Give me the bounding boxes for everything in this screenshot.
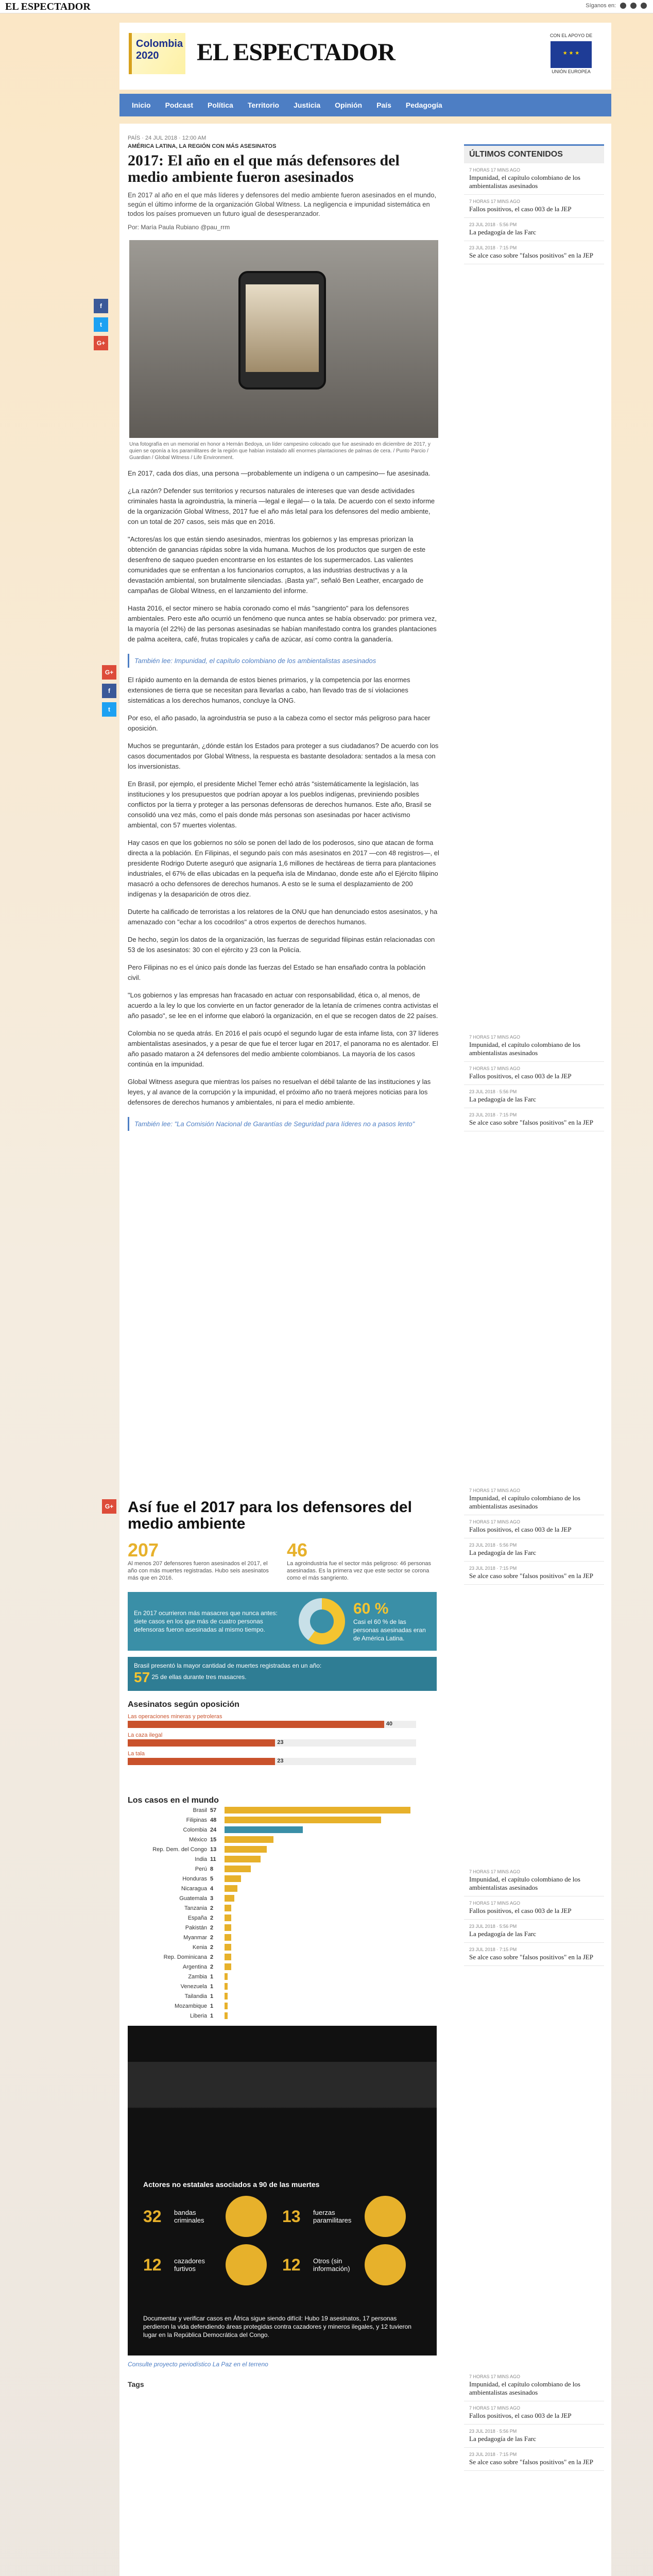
paragraph: "Los gobiernos y las empresas han fracasado en actuar con responsabilidad, ética o, al menos, de acuerdo a la ley lo que los convierte en un factor generador de la letanía de crímenes contra activistas el año pasado", se lee en el informe que elaboró la organización, en el que se recogen datos de 22 países.: [128, 991, 438, 1020]
sidebar-repeat: [457, 1865, 611, 1966]
sidebar-item-date: 7 HORAS 17 MINS AGO: [469, 199, 521, 204]
sidebar-item-title: La pedagogía de las Farc: [469, 1549, 536, 1556]
google-plus-share-button[interactable]: G+: [102, 665, 116, 680]
sidebar-item-title: La pedagogía de las Farc: [469, 1095, 536, 1103]
paragraph: "Actores/as los que están siendo asesinados, mientras los gobiernos y las empresas priorizan la obtención de ganancias rápidas sobre la vida humana. Muchos de los productos que surgen de este desenfreno de saqueo pueden encontrarse en los estantes de los supermercados. Las valientes comunidades que se enfrentan a los funcionarios corruptos, a las industrias destructivas y a la devastación ambiental, son brutalmente silenciadas. ¡Basta ya!", señaló Ben Leather, encargado de campañas de Global Witness, en el lanzamiento del informe.: [128, 535, 426, 595]
campaign-label: Colombia 2020: [136, 38, 183, 61]
world-value-label: 8: [210, 1866, 214, 1872]
sidebar-item-title: Se alce caso sobre "falsos positivos" en la JEP: [469, 251, 593, 259]
sidebar-item[interactable]: [464, 218, 604, 241]
nav-politica[interactable]: Política: [208, 101, 233, 109]
world-value-label: 3: [210, 1895, 214, 1902]
paragraph: Hasta 2016, el sector minero se había coronado como el más "sangriento" para los defensores ambientales. Pero este año ocurrió un fenómeno que nunca antes se había observado: por primera vez, la mayoría (el 22%) de las personas asesinadas se habían manifestado contra los grandes plantaciones de palma aceitera, café, frutas tropicales y caña de azúcar, así como contra la ganadería.: [128, 604, 437, 643]
eu-support-label: CON EL APOYO DE: [549, 33, 593, 38]
world-value-label: 1: [210, 1973, 214, 1980]
stat-agro-value: 46: [287, 1539, 308, 1561]
world-title: Los casos en el mundo: [128, 1796, 219, 1805]
sidebar-item[interactable]: [464, 1515, 604, 1538]
world-row: [128, 1893, 437, 1903]
sidebar-item[interactable]: [464, 2370, 604, 2401]
sidebar-item[interactable]: [464, 2425, 604, 2448]
sidebar-item-date: 7 HORAS 17 MINS AGO: [469, 1901, 521, 1906]
paragraph: ¿La razón? Defender sus territorios y recursos naturales de intereses que van desde actividades criminales hasta la agroindustria, la minería —legal e ilegal— o la tala. De acuerdo con el sexto informe de la organización Global Witness, 2017 fue el año más letal para los defensores del medio ambiente, con un total de 207 casos, seis más que en 2016.: [128, 487, 435, 526]
opposition-bar-label: La caza ilegal: [128, 1732, 163, 1738]
world-value-label: 2: [210, 1944, 214, 1951]
site-header: [119, 23, 611, 90]
nav-pais[interactable]: País: [376, 101, 391, 109]
sidebar-item[interactable]: [464, 195, 604, 218]
sidebar-item[interactable]: [464, 1943, 604, 1966]
brasil-tail: 25 de ellas durante tres masacres.: [151, 1673, 247, 1681]
world-value-label: 2: [210, 1934, 214, 1941]
sidebar-item-date: 23 JUL 2018 · 5:56 PM: [469, 1543, 517, 1548]
sidebar-item-title: Se alce caso sobre "falsos positivos" en la JEP: [469, 1572, 593, 1580]
latam-pct: 60 %: [353, 1600, 389, 1617]
sidebar-item-date: 7 HORAS 17 MINS AGO: [469, 167, 521, 173]
world-value-label: 2: [210, 1905, 214, 1911]
paragraph: En 2017, cada dos días, una persona —probablemente un indígena o un campesino— fue asesinada.: [128, 469, 431, 477]
sidebar-item-date: 23 JUL 2018 · 5:56 PM: [469, 2429, 517, 2434]
world-chart: [128, 1805, 437, 2021]
sidebar-item[interactable]: [464, 1484, 604, 1515]
actors-grid: [143, 2196, 421, 2285]
world-country-label: Tanzania: [184, 1905, 207, 1911]
actor-circle: [365, 2244, 406, 2285]
paragraph: Hay casos en que los gobiernos no sólo se ponen del lado de los poderosos, sino que atacan de forma directa a la población. En Filipinas, el segundo país con más asesinatos en 2017 —con 48 registros—, el presidente Rodrigo Duterte aseguró que asignaría 1,6 millones de hectáreas de tierra para plantaciones industriales, el 67% de ellas ubicadas en la pequeña isla de Mindanao, donde este año el Ejército filipino masacró a ocho defensores de derechos humanos. A esto se le suma el desplazamiento de 200 indígenas y la desaparición de otros diez.: [128, 839, 439, 898]
world-country-label: Myanmar: [183, 1934, 207, 1941]
brasil-box: [128, 1657, 437, 1691]
actor-count: 13: [282, 2207, 301, 2226]
world-country-label: España: [187, 1914, 207, 1921]
world-value-label: 2: [210, 1914, 214, 1921]
world-country-label: Colombia: [183, 1826, 207, 1833]
eu-support: [540, 33, 602, 74]
paragraph: Por eso, el año pasado, la agroindustria se puso a la cabeza como el sector más peligroso para hacer oposición.: [128, 714, 431, 732]
article-body: [105, 468, 440, 1131]
actor-count: 32: [143, 2207, 162, 2226]
share-bar: [94, 299, 108, 354]
actor-cell: [282, 2196, 421, 2237]
world-value-label: 2: [210, 1954, 214, 1960]
world-country-label: México: [189, 1836, 207, 1843]
opposition-bar-label: La tala: [128, 1751, 145, 1757]
sidebar-item-title: La pedagogía de las Farc: [469, 1930, 536, 1938]
nav-justicia[interactable]: Justicia: [294, 101, 321, 109]
world-row: [128, 2011, 437, 2021]
world-bar: [225, 1856, 261, 1862]
article: [96, 124, 449, 1131]
world-row: [128, 1844, 437, 1854]
opposition-bar: [128, 1732, 437, 1747]
sidebar-item-date: 7 HORAS 17 MINS AGO: [469, 1066, 521, 1071]
stat-total-text: Al menos 207 defensores fueron asesinados el 2017, el año con más muertes registradas. Hubo seis asesinatos más que en 2016.: [128, 1561, 269, 1581]
paragraph: Pero Filipinas no es el único país donde las fuerzas del Estado se han ensañado contra la población civil.: [128, 963, 426, 981]
related-link[interactable]: También lee: "La Comisión Nacional de Garantías de Seguridad para líderes no a pasos lento": [128, 1117, 440, 1131]
sidebar-title: ÚLTIMOS CONTENIDOS: [464, 144, 604, 163]
photo-caption: Una fotografía en un memorial en honor a Hernán Bedoya, un líder campesino colocado que fue asesinado en diciembre de 2017, y quien se oponía a los paramilitares de la región que habían instalado allí enormes plantaciones de palmas de cera. / Punto Parcio / Guardian / Global Witness / Life Environment.: [129, 442, 431, 461]
world-country-label: Nicaragua: [181, 1885, 207, 1892]
world-country-label: Pakistán: [185, 1924, 207, 1931]
sidebar-item-date: 7 HORAS 17 MINS AGO: [469, 1519, 521, 1524]
brasil-text: Brasil presentó la mayor cantidad de muertes registradas en un año:: [134, 1662, 322, 1669]
world-row: [128, 1942, 437, 1952]
article-lead: En 2017 al año en el que más líderes y defensores del medio ambiente fueron asesinados en el mundo, según el último informe de la organización Global Witness. La negligencia e impunidad sistemática en todos los países promueven un futuro igual de desesperanzador.: [128, 191, 437, 217]
stat-grid: [128, 1540, 437, 1582]
actor-cell: [143, 2196, 282, 2237]
article-photo: [129, 240, 438, 438]
world-value-label: 1: [210, 1993, 214, 1999]
actor-circle: [365, 2196, 406, 2237]
opposition-bar: [128, 1751, 437, 1765]
related-link[interactable]: También lee: Impunidad, el capítulo colombiano de los ambientalistas asesinados: [128, 654, 440, 668]
twitter-share-button[interactable]: t: [102, 702, 116, 717]
world-value-label: 13: [210, 1846, 217, 1853]
top-bar: [0, 0, 653, 13]
world-value-label: 2: [210, 1963, 214, 1970]
article-author[interactable]: Por: María Paula Rubiano @pau_rrm: [128, 224, 230, 231]
sidebar-item-date: 23 JUL 2018 · 5:56 PM: [469, 222, 517, 227]
google-plus-share-button[interactable]: G+: [102, 1499, 116, 1514]
main-nav: [119, 94, 611, 116]
world-bar: [225, 2003, 228, 2009]
world-row: [128, 1884, 437, 1893]
actor-cell: [282, 2244, 421, 2285]
actors-footnote: Documentar y verificar casos en África sigue siendo difícil: Hubo 19 asesinatos, 17 personas perdieron la vida defendiendo áreas protegidas contra cazadores y mineros ilegales, y 12 tuvieron lugar en la República Democrática del Congo.: [143, 2315, 411, 2338]
sidebar-item[interactable]: [464, 163, 604, 195]
world-bar: [225, 1983, 228, 1990]
sidebar-item-date: 23 JUL 2018 · 7:15 PM: [469, 1112, 517, 1117]
main-content: [96, 124, 611, 2576]
nav-inicio[interactable]: Inicio: [132, 101, 151, 109]
world-row: [128, 1952, 437, 1962]
world-row: [128, 1815, 437, 1825]
infographic-title: Así fue el 2017 para los defensores del medio ambiente: [128, 1499, 412, 1532]
actor-label: cazadores furtivos: [174, 2257, 205, 2273]
paragraph: El rápido aumento en la demanda de estos bienes primarios, y la competencia por las enormes extensiones de tierra que se necesitan para llevarlas a cabo, han llevado tras de sí violaciones sistemáticas a los derechos humanos, concluye la ONG.: [128, 676, 410, 704]
stat-agro: [287, 1540, 437, 1582]
world-country-label: Tailandia: [184, 1993, 207, 1999]
actor-label: bandas criminales: [174, 2209, 204, 2224]
world-country-label: Mozambique: [175, 2003, 207, 2009]
actor-circle: [226, 2196, 267, 2237]
google-plus-share-button[interactable]: G+: [94, 336, 108, 350]
paragraph: En Brasil, por ejemplo, el presidente Michel Temer echó atrás "sistemáticamente la legislación, las instituciones y los presupuestos que podrían apoyar a los pueblos indígenas, previniendo posibles conflictos por la tierra y proteger a las personas defensoras de derechos humanos. Este año, Brasil se consolidó una vez más, como el país donde más personas son asesinadas por hacer activismo ambiental, con 57 muertes violentas.: [128, 780, 432, 829]
sidebar-item-date: 23 JUL 2018 · 7:15 PM: [469, 245, 517, 250]
sidebar-item[interactable]: [464, 1030, 604, 1062]
sidebar-item[interactable]: [464, 2401, 604, 2425]
brand-logo[interactable]: EL ESPECTADOR: [197, 39, 395, 66]
opposition-title: Asesinatos según oposición: [128, 1700, 239, 1709]
google-plus-icon[interactable]: [641, 3, 647, 9]
world-bar: [225, 1875, 241, 1882]
paragraph: Duterte ha calificado de terroristas a los relatores de la ONU que han denunciado estos asesinatos, y ha amenazado con "echar a los cocodrilos" a otros expertos de derechos humanos.: [128, 908, 438, 926]
world-value-label: 2: [210, 1924, 214, 1931]
sidebar-item-date: 23 JUL 2018 · 5:56 PM: [469, 1924, 517, 1929]
actor-count: 12: [143, 2255, 162, 2274]
world-bar: [225, 1924, 231, 1931]
world-bar: [225, 1934, 231, 1941]
world-value-label: 24: [210, 1826, 217, 1833]
world-bar: [225, 1944, 231, 1951]
sidebar-item[interactable]: [464, 1896, 604, 1920]
top-logo[interactable]: EL ESPECTADOR: [5, 1, 91, 12]
world-country-label: Perú: [195, 1866, 207, 1872]
sidebar-item-date: 7 HORAS 17 MINS AGO: [469, 2405, 521, 2411]
opposition-bar-fill: [128, 1758, 275, 1765]
sidebar-item-title: Fallos positivos, el caso 003 de la JEP: [469, 1907, 572, 1914]
social-links: [586, 3, 647, 9]
article-kicker: AMÉRICA LATINA, LA REGIÓN CON MÁS ASESINATOS: [128, 143, 277, 149]
opposition-bar-label: Las operaciones mineras y petroleras: [128, 1714, 222, 1720]
sidebar-item-title: Impunidad, el capítulo colombiano de los ambientalistas asesinados: [469, 2380, 580, 2396]
related-project-link[interactable]: Consulte proyecto periodístico La Paz en el terreno: [128, 2361, 268, 2368]
sidebar-item-title: Se alce caso sobre "falsos positivos" en la JEP: [469, 1953, 593, 1961]
world-country-label: Liberia: [190, 2012, 207, 2019]
latam-text: Casi el 60 % de las personas asesinadas eran de América Latina.: [353, 1618, 426, 1642]
world-row: [128, 1991, 437, 2001]
phone-image: [238, 271, 326, 389]
tags-heading: Tags: [128, 2380, 144, 2388]
sidebar-item[interactable]: [464, 1865, 604, 1896]
silhouette-image: [128, 2062, 437, 2175]
world-row: [128, 1903, 437, 1913]
actor-label: fuerzas paramilitares: [313, 2209, 352, 2224]
sidebar-item-date: 23 JUL 2018 · 5:56 PM: [469, 1089, 517, 1094]
world-value-label: 57: [210, 1807, 217, 1814]
world-country-label: Brasil: [193, 1807, 207, 1814]
world-value-label: 1: [210, 2003, 214, 2009]
sidebar-item[interactable]: [464, 1562, 604, 1585]
sidebar-repeat: [457, 2370, 611, 2471]
world-row: [128, 1923, 437, 1933]
sidebar-item-title: Impunidad, el capítulo colombiano de los ambientalistas asesinados: [469, 1494, 580, 1510]
opposition-bar-value: 23: [277, 1758, 284, 1764]
world-country-label: Venezuela: [180, 1983, 207, 1990]
world-row: [128, 1933, 437, 1942]
actors-panel: [128, 2026, 437, 2355]
world-bar: [225, 1963, 231, 1970]
sidebar-item-date: 23 JUL 2018 · 7:15 PM: [469, 1566, 517, 1571]
world-row: [128, 1981, 437, 1991]
sidebar-item-date: 7 HORAS 17 MINS AGO: [469, 1035, 521, 1040]
world-row: [128, 1854, 437, 1864]
opposition-chart: [128, 1714, 437, 1765]
eu-name: UNIÓN EUROPEA: [552, 69, 591, 74]
sidebar-item-title: Impunidad, el capítulo colombiano de los ambientalistas asesinados: [469, 1875, 580, 1891]
sidebar-item-title: Se alce caso sobre "falsos positivos" en la JEP: [469, 1118, 593, 1126]
opposition-bar-fill: [128, 1739, 275, 1747]
world-bar: [225, 1826, 303, 1833]
sidebar-item-title: Se alce caso sobre "falsos positivos" en la JEP: [469, 2458, 593, 2466]
sidebar-repeat: [457, 1484, 611, 1585]
nav-territorio[interactable]: Territorio: [247, 101, 280, 109]
share-bar: [102, 1499, 116, 1518]
article-title: 2017: El año en el que más defensores del medio ambiente fueron asesinados: [128, 152, 400, 185]
facebook-share-button[interactable]: f: [94, 299, 108, 313]
stat-agro-text: La agroindustria fue el sector más peligroso: 46 personas asesinadas. Es la primera vez que este sector se corona como el más sangriento.: [287, 1561, 432, 1581]
world-country-label: Zambia: [188, 1973, 207, 1980]
world-value-label: 5: [210, 1875, 214, 1882]
opposition-bar-track: [128, 1721, 416, 1728]
opposition-bar-value: 23: [277, 1739, 284, 1745]
stat-total-value: 207: [128, 1539, 159, 1561]
sidebar-latest: [457, 144, 611, 264]
world-country-label: Rep. Dem. del Congo: [152, 1846, 207, 1853]
opposition-bar-track: [128, 1758, 416, 1765]
colombia-2020-logo[interactable]: [129, 33, 185, 74]
world-bar: [225, 1905, 231, 1911]
world-bar: [225, 1866, 251, 1872]
opposition-bar-fill: [128, 1721, 384, 1728]
brasil-value: 57: [134, 1669, 150, 1685]
infographic: [105, 1499, 437, 2388]
world-bar: [225, 1807, 410, 1814]
nav-opinion[interactable]: Opinión: [335, 101, 363, 109]
article-meta: PAÍS · 24 JUL 2018 · 12:00 AM: [128, 135, 207, 141]
sidebar-item-date: 7 HORAS 17 MINS AGO: [469, 2374, 521, 2379]
world-bar: [225, 1954, 231, 1960]
eu-flag-icon: [551, 41, 592, 68]
nav-pedagogia[interactable]: Pedagogía: [405, 101, 442, 109]
nav-podcast[interactable]: Podcast: [165, 101, 194, 109]
sidebar-item-title: La pedagogía de las Farc: [469, 2435, 536, 2443]
sidebar-item-title: Fallos positivos, el caso 003 de la JEP: [469, 2412, 572, 2419]
sidebar-item[interactable]: [464, 1062, 604, 1085]
world-bar: [225, 1895, 234, 1902]
sidebar-item-date: 7 HORAS 17 MINS AGO: [469, 1488, 521, 1493]
actor-label: Otros (sin información): [313, 2257, 350, 2273]
world-country-label: Argentina: [182, 1963, 207, 1970]
world-bar: [225, 1993, 228, 1999]
twitter-share-button[interactable]: t: [94, 317, 108, 332]
world-country-label: Rep. Dominicana: [163, 1954, 207, 1960]
massacre-text: En 2017 ocurrieron más masacres que nunca antes: siete casos en los que más de cuatro personas defensoras fueron asesinadas al mismo tiempo.: [134, 1609, 278, 1633]
world-row: [128, 1962, 437, 1972]
actor-cell: [143, 2244, 282, 2285]
facebook-share-button[interactable]: f: [102, 684, 116, 698]
world-value-label: 1: [210, 2012, 214, 2019]
world-bar: [225, 2012, 228, 2019]
actor-count: 12: [282, 2255, 301, 2274]
world-country-label: India: [195, 1856, 207, 1862]
sidebar-item-date: 23 JUL 2018 · 7:15 PM: [469, 2452, 517, 2457]
sidebar-item[interactable]: [464, 1108, 604, 1131]
world-country-label: Kenia: [192, 1944, 207, 1951]
sidebar-item-title: Impunidad, el capítulo colombiano de los ambientalistas asesinados: [469, 1041, 580, 1057]
latam-stat: [353, 1600, 431, 1642]
world-bar: [225, 1914, 231, 1921]
world-value-label: 1: [210, 1983, 214, 1990]
world-row: [128, 1913, 437, 1923]
sidebar-item-title: Impunidad, el capítulo colombiano de los ambientalistas asesinados: [469, 174, 580, 190]
world-row: [128, 1805, 437, 1815]
opposition-bar: [128, 1714, 437, 1728]
sidebar-item-title: Fallos positivos, el caso 003 de la JEP: [469, 1526, 572, 1533]
sidebar-item[interactable]: [464, 241, 604, 264]
world-value-label: 48: [210, 1817, 217, 1823]
paragraph: Colombia no se queda atrás. En 2016 el país ocupó el segundo lugar de esta infame lista, con 37 líderes ambientalistas asesinados, y a pesar de que fue el tercer lugar en 2017, el panorama no es alentador. El año pasado mataron a 24 defensores del medio ambiente colombianos. La mayoría de los casos continúa en la impunidad.: [128, 1029, 439, 1068]
world-value-label: 4: [210, 1885, 214, 1892]
world-bar: [225, 1817, 381, 1823]
sidebar-repeat: [457, 1030, 611, 1131]
sidebar-item[interactable]: [464, 1085, 604, 1108]
paragraph: Global Witness asegura que mientras los países no resuelvan el débil talante de las instituciones y las leyes, y al avance de la corrupción y la impunidad, el próximo año no traerá mejores noticias para los defensores de derechos humanos y ambientales, ni para el medio ambiente.: [128, 1078, 431, 1106]
world-bar: [225, 1836, 273, 1843]
twitter-icon[interactable]: [630, 3, 637, 9]
follow-label: Síganos en:: [586, 3, 616, 9]
world-value-label: 11: [210, 1856, 216, 1862]
facebook-icon[interactable]: [620, 3, 626, 9]
world-row: [128, 1874, 437, 1884]
actor-circle: [226, 2244, 267, 2285]
world-country-label: Honduras: [182, 1875, 207, 1882]
world-value-label: 15: [210, 1836, 217, 1843]
massacre-box: [128, 1592, 437, 1651]
opposition-bar-track: [128, 1739, 416, 1747]
world-row: [128, 1864, 437, 1874]
sidebar-item-title: La pedagogía de las Farc: [469, 228, 536, 236]
opposition-bar-value: 40: [386, 1721, 393, 1727]
stat-total: [128, 1540, 278, 1582]
world-row: [128, 1972, 437, 1981]
actors-title: Actores no estatales asociados a 90 de las muertes: [143, 2180, 320, 2189]
sidebar-item-date: 7 HORAS 17 MINS AGO: [469, 1869, 521, 1874]
world-bar: [225, 1885, 237, 1892]
world-country-label: Guatemala: [179, 1895, 207, 1902]
world-row: [128, 2001, 437, 2011]
sidebar-item-title: Fallos positivos, el caso 003 de la JEP: [469, 1072, 572, 1080]
paragraph: De hecho, según los datos de la organización, las fuerzas de seguridad filipinas están relacionadas con 53 de los asesinatos: 30 con el ejército y 23 con la Policía.: [128, 936, 435, 954]
world-row: [128, 1835, 437, 1844]
sidebar-item[interactable]: [464, 2448, 604, 2471]
sidebar-item-title: Fallos positivos, el caso 003 de la JEP: [469, 205, 572, 213]
world-bar: [225, 1846, 267, 1853]
world-country-label: Filipinas: [186, 1817, 207, 1823]
sidebar-item-date: 23 JUL 2018 · 7:15 PM: [469, 1947, 517, 1952]
paragraph: Muchos se preguntarán, ¿dónde están los Estados para proteger a sus ciudadanos? De acuerdo con los casos documentados por Global Witness, la respuesta es bastante desoladora: sentados a la mesa con los inversionistas.: [128, 742, 439, 770]
world-row: [128, 1825, 437, 1835]
sidebar-item[interactable]: [464, 1538, 604, 1562]
world-bar: [225, 1973, 228, 1980]
sidebar-item[interactable]: [464, 1920, 604, 1943]
latam-donut: [299, 1598, 345, 1645]
